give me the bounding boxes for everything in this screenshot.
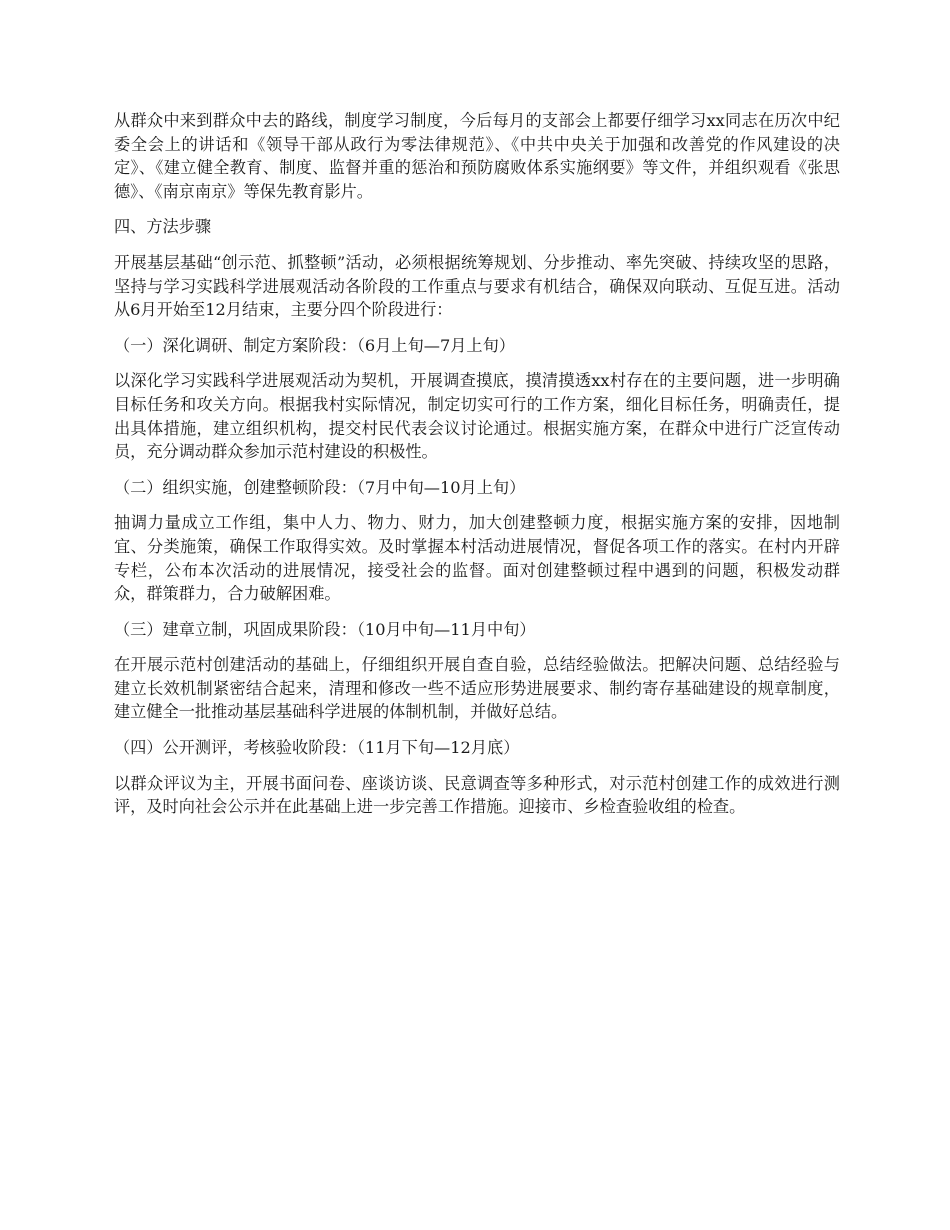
stage-heading-3: （三）建章立制，巩固成果阶段：（10月中旬—11月中旬） (114, 619, 536, 639)
paragraph-stage-1: 以深化学习实践科学进展观活动为契机，开展调查摸底，摸清摸透xx村存在的主要问题，进一步明确目标任务和攻关方向。根据我村实际情况，制定切实可行的工作方案，细化目标任务，明确责任，提出具体措施，建立组织机构，提交村民代表会议讨论通过。根据实施方案，在群众中进行广泛宣传动员，充分调动群众参加示范村建设的积极性。 (114, 371, 840, 462)
paragraph-methods-intro: 开展基层基础“创示范、抓整顿”活动，必须根据统筹规划、分步推动、率先突破、持续攻坚的思路，坚持与学习实践科学进展观活动各阶段的工作重点与要求有机结合，确保双向联动、互促互进。活动从6月开始至12月结束，主要分四个阶段进行： (114, 252, 840, 320)
stage-heading-1: （一）深化调研、制定方案阶段：（6月上旬—7月上旬） (114, 335, 515, 355)
paragraph-study-system: 从群众中来到群众中去的路线，制度学习制度，今后每月的支部会上都要仔细学习xx同志在历次中纪委全会上的讲话和《领导干部从政行为零法律规范》、《中共中央关于加强和改善党的作风建设的决定》、《建立健全教育、制度、监督并重的惩治和预防腐败体系实施纲要》等文件，并组织观看《张思德》、《南京南京》等保先教育影片。 (114, 111, 840, 201)
paragraph-stage-3: 在开展示范村创建活动的基础上，仔细组织开展自查自验，总结经验做法。把解决问题、总结经验与建立长效机制紧密结合起来，清理和修改一些不适应形势进展要求、制约寄存基础建设的规章制度，建立健全一批推动基层基础科学进展的体制机制，并做好总结。 (114, 655, 840, 722)
document-page (114, 109, 840, 831)
stage-heading-4: （四）公开测评，考核验收阶段：（11月下旬—12月底） (114, 738, 520, 758)
stage-heading-2: （二）组织实施，创建整顿阶段：（7月中旬—10月上旬） (114, 477, 526, 497)
paragraph-stage-2: 抽调力量成立工作组，集中人力、物力、财力，加大创建整顿力度，根据实施方案的安排，因地制宜、分类施策，确保工作取得实效。及时掌握本村活动进展情况，督促各项工作的落实。在村内开辟专栏，公布本次活动的进展情况，接受社会的监督。面对创建整顿过程中遇到的问题，积极发动群众，群策群力，合力破解困难。 (114, 513, 840, 604)
section-heading-methods: 四、方法步骤 (114, 217, 212, 237)
paragraph-stage-4: 以群众评议为主，开展书面问卷、座谈访谈、民意调查等多种形式，对示范村创建工作的成效进行测评，及时向社会公示并在此基础上进一步完善工作措施。迎接市、乡检查验收组的检查。 (114, 773, 840, 817)
